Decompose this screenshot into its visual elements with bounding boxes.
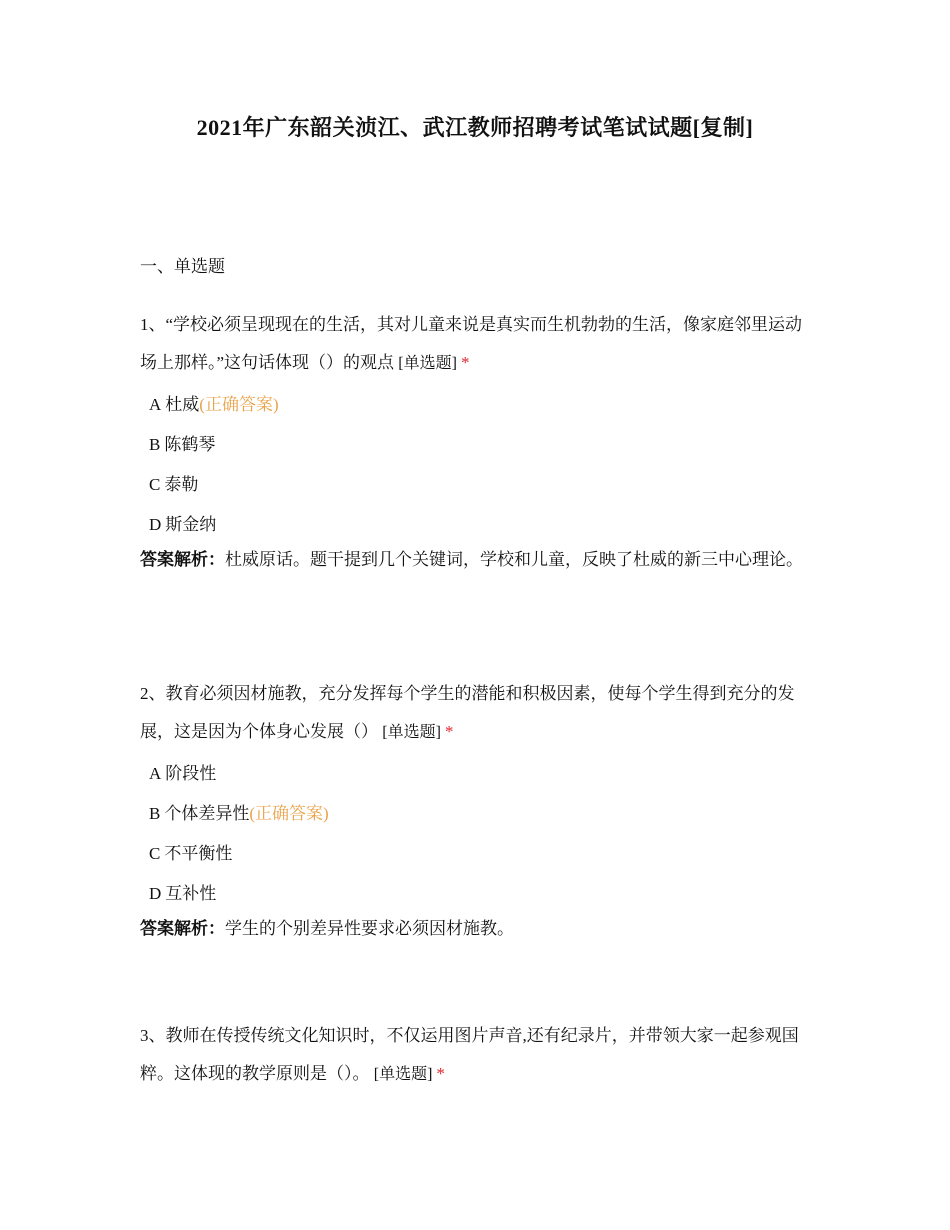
option-text: 阶段性 xyxy=(165,764,217,783)
question-type: [单选题] xyxy=(382,724,441,741)
option-letter: A xyxy=(149,764,162,783)
option-a xyxy=(140,385,815,425)
option-list xyxy=(140,385,815,545)
option-list xyxy=(140,754,815,914)
question-type: [单选题] xyxy=(373,1066,433,1083)
option-text: 杜威 xyxy=(165,395,200,414)
question-body: 教师在传授传统文化知识时，不仅运用图片声音,还有纪录片，并带领大家一起参观国粹。这体现的教学原则是（）。 xyxy=(140,1026,799,1083)
question-body: “学校必须呈现现在的生活，其对儿童来说是真实而生机勃勃的生活，像家庭邻里运动场上那样。”这句话体现（）的观点 xyxy=(140,315,803,372)
question-number: 3、 xyxy=(140,1026,166,1045)
option-text: 陈鹤琴 xyxy=(164,435,216,454)
option-letter: D xyxy=(149,515,162,534)
question-2 xyxy=(140,675,815,942)
document-title: 2021年广东韶关浈江、武江教师招聘考试笔试试题[复制] xyxy=(196,115,754,140)
required-mark: * xyxy=(444,722,454,741)
section-heading: 一、单选题 xyxy=(140,257,225,276)
analysis-text: 学生的个别差异性要求必须因材施教。 xyxy=(225,919,514,938)
option-d xyxy=(140,505,815,545)
option-text: 不平衡性 xyxy=(164,844,233,863)
question-number: 1、 xyxy=(140,315,166,334)
option-text: 互补性 xyxy=(165,884,217,903)
question-type: [单选题] xyxy=(398,355,457,372)
option-text: 个体差异性 xyxy=(164,804,250,823)
correct-answer-tag: (正确答案) xyxy=(249,804,329,823)
option-letter: B xyxy=(149,804,161,823)
option-text: 斯金纳 xyxy=(165,515,217,534)
question-3 xyxy=(140,1017,815,1094)
option-letter: C xyxy=(149,844,161,863)
analysis-label: 答案解析： xyxy=(140,550,225,569)
analysis-text: 杜威原话。题干提到几个关键词，学校和儿童，反映了杜威的新三中心理论。 xyxy=(225,550,803,569)
option-letter: B xyxy=(149,435,161,454)
option-c xyxy=(140,465,815,505)
question-text xyxy=(140,675,815,752)
required-mark: * xyxy=(436,1064,445,1083)
option-b xyxy=(140,425,815,465)
answer-analysis xyxy=(140,916,815,942)
option-a xyxy=(140,754,815,794)
option-text: 泰勒 xyxy=(164,475,199,494)
required-mark: * xyxy=(460,353,470,372)
question-text xyxy=(140,306,815,383)
option-b xyxy=(140,794,815,834)
analysis-label: 答案解析： xyxy=(140,919,225,938)
correct-answer-tag: (正确答案) xyxy=(199,395,279,414)
answer-analysis xyxy=(140,547,815,573)
option-d xyxy=(140,874,815,914)
question-1 xyxy=(140,306,815,573)
option-letter: D xyxy=(149,884,162,903)
question-text xyxy=(140,1017,815,1094)
option-c xyxy=(140,834,815,874)
question-body: 教育必须因材施教，充分发挥每个学生的潜能和积极因素，使每个学生得到充分的发展，这是因为个体身心发展（） xyxy=(140,684,795,741)
question-number: 2、 xyxy=(140,684,166,703)
option-letter: C xyxy=(149,475,161,494)
option-letter: A xyxy=(149,395,162,414)
